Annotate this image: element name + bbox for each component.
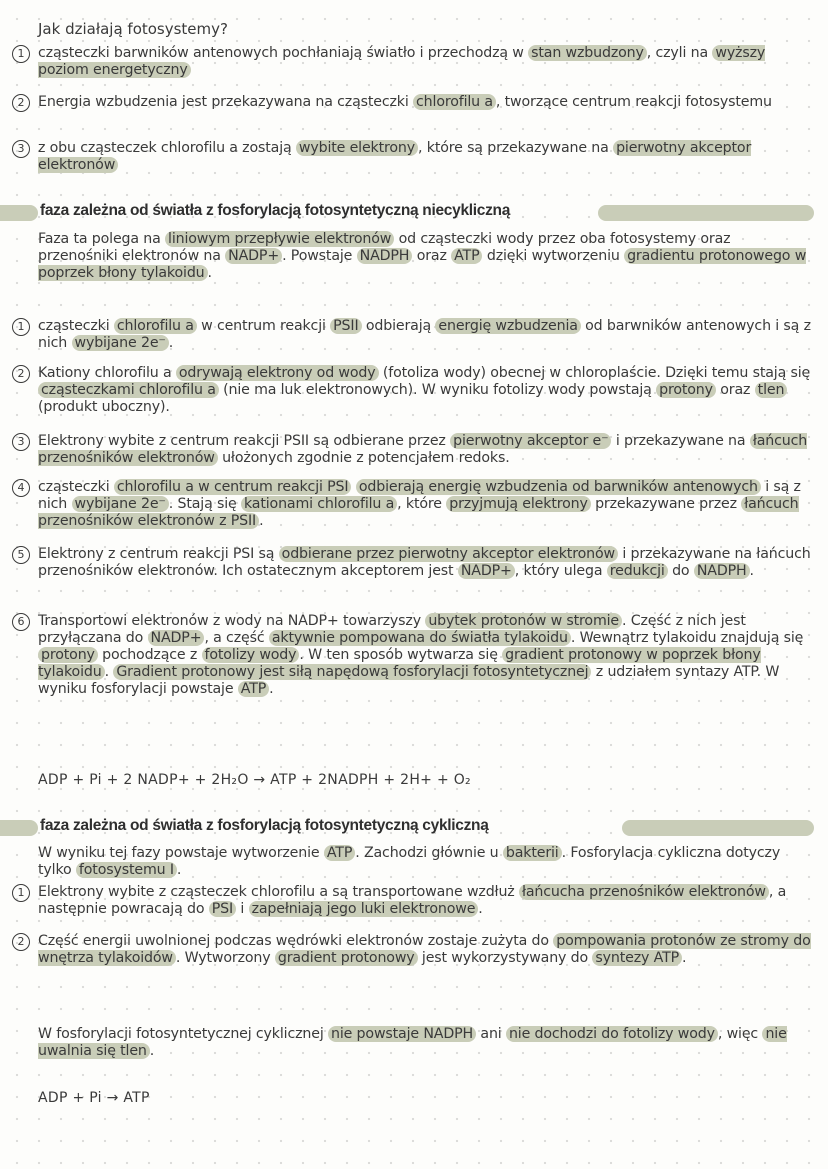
highlighted-text: cząsteczkami chlorofilu a: [38, 382, 219, 398]
s2-step-2: [38, 933, 814, 967]
text-segment: W wyniku tej fazy powstaje wytworzenie: [38, 845, 324, 861]
step-number: 2: [12, 933, 30, 951]
heading-marker: [0, 820, 38, 836]
text-segment: od barwników antenowych i są z nich: [38, 318, 811, 351]
highlighted-text: chlorofilu a w centrum reakcji PSI: [114, 479, 352, 495]
highlighted-text: protony: [38, 647, 98, 663]
highlighted-text: kationami chlorofilu a: [241, 496, 397, 512]
intro-step-3: [38, 140, 814, 174]
highlighted-text: liniowym przepływie elektronów: [165, 231, 394, 247]
text-segment: , które: [397, 496, 447, 512]
text-segment: Elektrony wybite z centrum reakcji PSII są odbierane przez: [38, 433, 451, 449]
text-segment: , więc: [717, 1026, 763, 1042]
text-segment: .: [259, 513, 264, 529]
text-segment: z obu cząsteczek chlorofilu a zostają: [38, 140, 296, 156]
text-segment: . Wewnątrz tylakoidu znajdują się: [570, 630, 804, 646]
step-number: 6: [12, 613, 30, 631]
highlighted-text: ATP: [451, 248, 482, 264]
text-segment: .: [149, 1043, 155, 1059]
highlighted-text: odrywają elektrony od wody: [176, 365, 379, 381]
text-segment: , które są przekazywane na: [418, 140, 614, 156]
text-segment: z udziałem syntazy ATP. W wyniku fosforylacji powstaje: [38, 664, 780, 697]
page-title: Jak działają fotosystemy?: [38, 20, 228, 38]
text-segment: dzięki wytworzeniu: [482, 248, 625, 264]
s1-step-1: [38, 318, 814, 352]
highlighted-text: NADPH: [357, 248, 413, 264]
step-number: 1: [12, 318, 30, 336]
section-heading-cyclic: [0, 815, 828, 841]
text-segment: od cząsteczki wody przez oba fotosystemy oraz przenośniki elektronów na: [38, 231, 731, 264]
highlighted-text: redukcji: [607, 563, 668, 579]
text-segment: i: [236, 901, 249, 917]
heading-marker: [0, 205, 38, 221]
text-segment: . Zachodzi głównie u: [355, 845, 503, 861]
text-segment: Część energii uwolnionej podczas wędrówki elektronów zostaje zużyta do: [38, 933, 554, 949]
step-number: 3: [12, 140, 30, 158]
s1-step-3: [38, 433, 814, 467]
step-number: 1: [12, 45, 30, 63]
text-segment: ani: [476, 1026, 506, 1042]
text-segment: .: [207, 265, 212, 281]
text-segment: i przekazywane na: [611, 433, 750, 449]
text-segment: . Wytworzony: [175, 950, 275, 966]
highlighted-text: nie uwalnia się tlen: [38, 1026, 787, 1059]
text-segment: .: [749, 563, 754, 579]
highlighted-text: wybite elektrony: [296, 140, 418, 156]
text-segment: .: [104, 664, 114, 680]
step-number: 3: [12, 433, 30, 451]
text-segment: . Stają się: [168, 496, 241, 512]
text-segment: w centrum reakcji: [196, 318, 331, 334]
highlighted-text: Gradient protonowy jest siłą napędową fosforylacji fotosyntetycznej: [113, 664, 591, 680]
equation-cyclic: ADP + Pi → ATP: [38, 1090, 150, 1106]
highlighted-text: chlorofilu a: [413, 94, 496, 110]
s1-step-6: [38, 613, 814, 698]
text-segment: .: [176, 862, 182, 878]
text-segment: , tworzące centrum reakcji fotosystemu: [495, 94, 772, 110]
highlighted-text: gradientu protonowego w poprzek błony tylakoidu: [38, 248, 807, 281]
highlighted-text: stan wzbudzony: [528, 45, 647, 61]
intro-step-2: [38, 94, 814, 111]
heading-marker: [622, 820, 814, 836]
text-segment: do: [667, 563, 694, 579]
section-heading-noncyclic: [0, 200, 828, 226]
intro-step-1: [38, 45, 814, 79]
highlighted-text: aktywnie pompowana do światła tylakoidu: [269, 630, 571, 646]
text-segment: i są z nich: [38, 479, 801, 512]
text-segment: Faza ta polega na: [38, 231, 166, 247]
s2-step-1: [38, 884, 814, 918]
highlighted-text: łańcuch przenośników elektronów z PSII: [38, 496, 799, 529]
highlighted-text: PSI: [209, 901, 236, 917]
highlighted-text: łańcucha przenośników elektronów: [519, 884, 769, 900]
highlighted-text: ubytek protonów w stromie: [425, 613, 622, 629]
text-segment: ułożonych zgodnie z potencjałem redoks.: [217, 450, 510, 466]
section-title: faza zależna od światła z fosforylacją fotosyntetyczną cykliczną: [40, 817, 489, 834]
highlighted-text: wybijane 2e⁻: [72, 335, 169, 351]
text-segment: W fosforylacji fotosyntetycznej cyklicznej: [38, 1026, 328, 1042]
text-segment: jest wykorzystywany do: [417, 950, 593, 966]
text-segment: cząsteczki: [38, 318, 114, 334]
s1-step-4: [38, 479, 814, 530]
text-segment: Energia wzbudzenia jest przekazywana na cząsteczki: [38, 94, 414, 110]
highlighted-text: gradient protonowy: [275, 950, 418, 966]
step-number: 4: [12, 479, 30, 497]
text-segment: cząsteczki: [38, 479, 114, 495]
section2-intro: [38, 845, 814, 879]
highlighted-text: wyższy poziom energetyczny: [38, 45, 766, 78]
step-number: 2: [12, 365, 30, 383]
text-segment: (nie ma luk elektronowych). W wyniku fotolizy wody powstają: [218, 382, 657, 398]
highlighted-text: zapełniają jego luki elektronowe: [249, 901, 479, 917]
text-segment: , czyli na: [646, 45, 713, 61]
step-number: 5: [12, 546, 30, 564]
text-segment: . W ten sposób wytwarza się: [299, 647, 503, 663]
text-segment: pochodzące z: [97, 647, 202, 663]
highlighted-text: fotosystemu I: [76, 862, 177, 878]
text-segment: , który ulega: [514, 563, 607, 579]
section-title: faza zależna od światła z fosforylacją fotosyntetyczną niecykliczną: [40, 202, 511, 219]
text-segment: .: [168, 335, 174, 351]
highlighted-text: pompowania protonów ze stromy do wnętrza tylakoidów: [38, 933, 811, 966]
highlighted-text: syntezy ATP: [592, 950, 682, 966]
highlighted-text: energię wzbudzenia: [435, 318, 580, 334]
text-segment: oraz: [715, 382, 755, 398]
heading-marker: [598, 205, 814, 221]
text-segment: . Fosforylacja cykliczna dotyczy tylko: [38, 845, 781, 878]
highlighted-text: fotolizy wody: [202, 647, 300, 663]
text-segment: Elektrony wybite z cząsteczek chlorofilu a są transportowane wzdłuż: [38, 884, 519, 900]
highlighted-text: bakterii: [503, 845, 562, 861]
text-segment: . Część z nich jest przyłączana do: [38, 613, 746, 646]
section1-intro: [38, 231, 814, 282]
text-segment: .: [478, 901, 483, 917]
highlighted-text: chlorofilu a: [114, 318, 197, 334]
highlighted-text: NADP+: [458, 563, 515, 579]
text-segment: cząsteczki barwników antenowych pochłaniają światło i przechodzą w: [38, 45, 529, 61]
text-segment: oraz: [412, 248, 452, 264]
text-segment: Kationy chlorofilu a: [38, 365, 176, 381]
highlighted-text: NADPH: [694, 563, 750, 579]
highlighted-text: nie powstaje NADPH: [328, 1026, 476, 1042]
highlighted-text: łańcuch przenośników elektronów: [38, 433, 808, 466]
highlighted-text: wybijane 2e⁻: [72, 496, 169, 512]
text-segment: Transportowi elektronów z wody na NADP+ towarzyszy: [38, 613, 426, 629]
highlighted-text: przyjmują elektrony: [446, 496, 591, 512]
highlighted-text: nie dochodzi do fotolizy wody: [506, 1026, 718, 1042]
text-segment: .: [682, 950, 687, 966]
highlighted-text: ATP: [324, 845, 355, 861]
highlighted-text: PSII: [330, 318, 361, 334]
text-segment: .: [269, 681, 274, 697]
text-segment: , a część: [204, 630, 269, 646]
highlighted-text: pierwotny akceptor elektronów: [38, 140, 752, 173]
highlighted-text: odbierane przez pierwotny akceptor elektronów: [279, 546, 618, 562]
highlighted-text: gradient protonowy w poprzek błony tylakoidu: [38, 647, 761, 680]
highlighted-text: ATP: [238, 681, 269, 697]
equation-noncyclic: ADP + Pi + 2 NADP+ + 2H₂O → ATP + 2NADPH + 2H+ + O₂: [38, 772, 471, 788]
text-segment: Elektrony z centrum reakcji PSI są: [38, 546, 279, 562]
text-segment: (produkt uboczny).: [38, 399, 170, 415]
text-segment: . Powstaje: [282, 248, 357, 264]
highlighted-text: odbierają energię wzbudzenia od barwników antenowych: [356, 479, 761, 495]
highlighted-text: protony: [656, 382, 716, 398]
highlighted-text: NADP+: [225, 248, 282, 264]
text-segment: (fotoliza wody) obecnej w chloroplaście. Dzięki temu stają się: [378, 365, 811, 381]
text-segment: i przekazywane na łańcuch przenośników elektronów. Ich ostatecznym akceptorem jest: [38, 546, 811, 579]
s1-step-5: [38, 546, 814, 580]
step-number: 1: [12, 884, 30, 902]
highlighted-text: tlen: [755, 382, 788, 398]
highlighted-text: pierwotny akceptor e⁻: [450, 433, 611, 449]
text-segment: odbierają: [361, 318, 436, 334]
highlighted-text: NADP+: [148, 630, 205, 646]
step-number: 2: [12, 94, 30, 112]
text-segment: , a następnie powracają do: [38, 884, 787, 917]
text-segment: przekazywane przez: [590, 496, 742, 512]
s1-step-2: [38, 365, 814, 416]
section2-note: [38, 1026, 814, 1060]
